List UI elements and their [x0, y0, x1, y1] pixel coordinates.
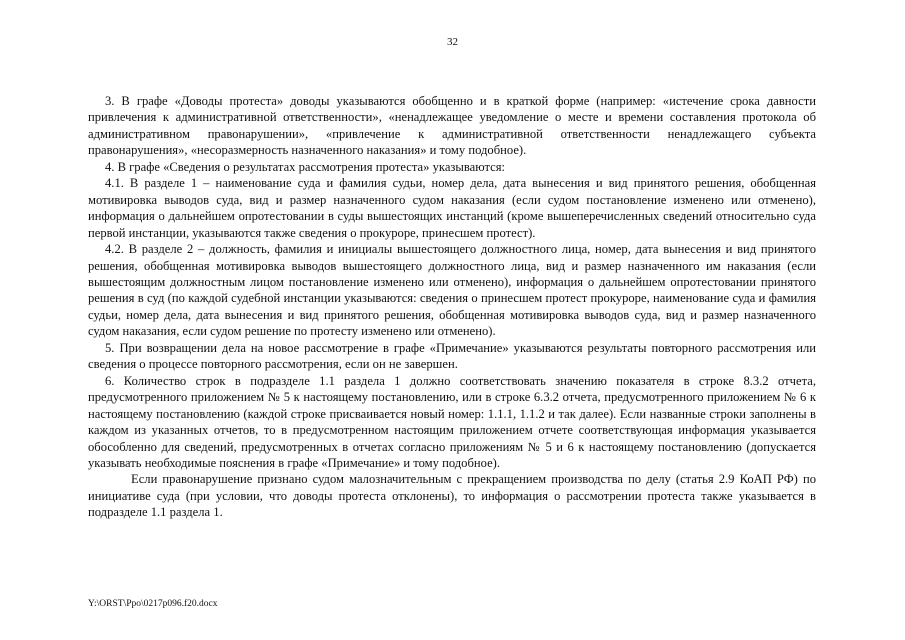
file-path-footer: Y:\ORST\Ppo\0217p096.f20.docx — [88, 599, 218, 609]
document-body — [88, 93, 816, 521]
paragraph-item-3: 3. В графе «Доводы протеста» доводы указываются обобщенно и в краткой форме (например: «истечение срока давности привлечения к административной ответственности», «ненадлежащее уведомление о месте и времени составления протокола об административном правонарушении», «привлечение к административной ответственности ненадлежащего субъекта правонарушения», «несоразмерность назначенного наказания» и тому подобное). — [88, 94, 816, 158]
paragraph-note: Если правонарушение признано судом малозначительным с прекращением производства по делу (статья 2.9 КоАП РФ) по инициативе суда (при условии, что доводы протеста отклонены), то информация о рассмотрении протеста также указывается в подразделе 1.1 раздела 1. — [88, 472, 816, 520]
paragraph-item-4: 4. В графе «Сведения о результатах рассмотрения протеста» указываются: — [105, 159, 505, 174]
paragraph-item-5: 5. При возвращении дела на новое рассмотрение в графе «Примечание» указываются результаты повторного рассмотрения или сведения о процессе повторного рассмотрения, если он не завершен. — [88, 340, 816, 372]
paragraph-item-4-2: 4.2. В разделе 2 – должность, фамилия и инициалы вышестоящего должностного лица, номер, дата вынесения и вид принятого решения, обобщенная мотивировка выводов вышестоящего должностного лица, вид и размер назначенного им наказания (если вышестоящим должностным лицом постановление изменено или отменено), информация о дальнейшем опротестовании принятого решения в суд (по каждой судебной инстанции указываются: сведения о принесшем протест прокуроре, наименование суда и фамилия судьи, номер дела, дата вынесения и вид принятого решения, обобщенная мотивировка выводов суда, вид и размер назначенного судом наказания, если судом решение по протесту изменено или отменено). — [88, 242, 816, 339]
paragraph-item-6: 6. Количество строк в подразделе 1.1 раздела 1 должно соответствовать значению показателя в строке 8.3.2 отчета, предусмотренного приложением № 5 к настоящему постановлению, или в строке 6.3.2 отчета, предусмотренного приложением № 6 к настоящему постановлению (каждой строке присваивается новый номер: 1.1.1, 1.1.2 и так далее). Если названные строки заполнены в каждом из указанных отчетов, то в предусмотренном настоящим приложением отчете соответствующая информация указывается обособленно для сведений, предусмотренных в отчетах согласно приложениям № 5 и 6 к настоящему постановлению (допускается указывать необходимые пояснения в графе «Примечание» и тому подобное). — [88, 373, 816, 470]
paragraph-item-4-1: 4.1. В разделе 1 – наименование суда и фамилия судьи, номер дела, дата вынесения и вид принятого решения, обобщенная мотивировка выводов суда, вид и размер назначенного судом наказания (если судом постановление изменено или отменено), информация о дальнейшем опротестовании в суды вышестоящих инстанций (кроме вышеперечисленных сведений относительно суда первой инстанции, указываются также сведения о прокуроре, принесшем протест). — [88, 176, 816, 240]
page-number: 32 — [447, 36, 458, 48]
